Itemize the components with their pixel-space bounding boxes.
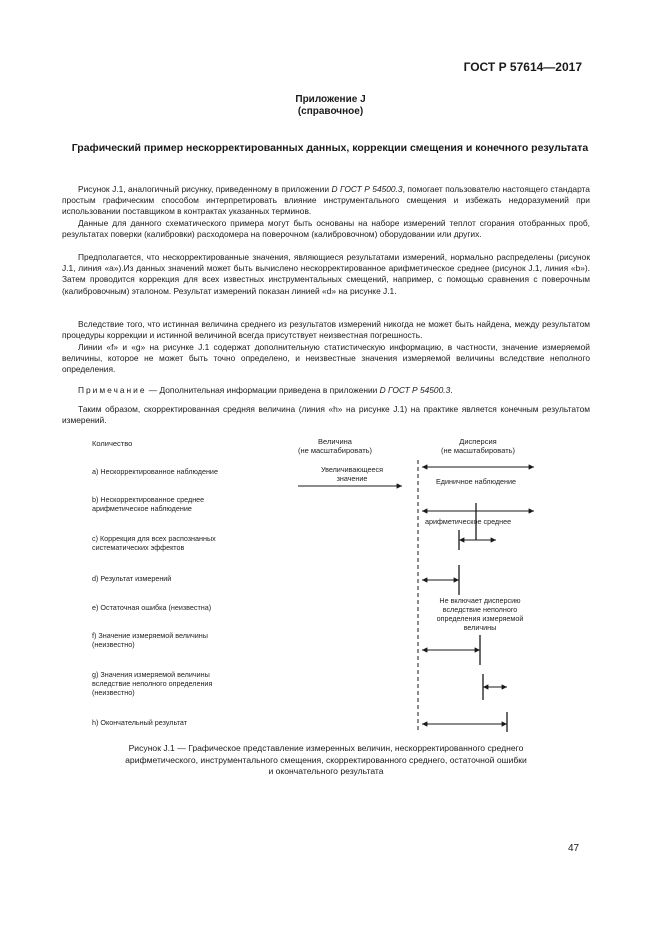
not-included-label-1: Не включает дисперсию [439, 596, 521, 605]
page-number: 47 [568, 843, 580, 854]
row-g-label-2: вследствие неполного определения [92, 679, 213, 688]
note-text-b: . [450, 385, 453, 395]
increasing-value-label-2: значение [336, 474, 368, 483]
note-reference: D ГОСТ Р 54500.3 [379, 385, 451, 395]
paragraph-1-reference: D ГОСТ Р 54500.3 [331, 184, 403, 194]
row-a-label: a) Нескорректированное наблюдение [92, 467, 218, 476]
section-title: Графический пример нескорректированных данных, коррекции смещения и конечного результата [71, 142, 589, 154]
row-g-label-3: (неизвестно) [92, 688, 135, 697]
paragraph-5-text: Линии «f» и «g» на рисунке J.1 содержат дополнительную статистическую информацию, в частности, значение измеряемой величины, которое не может быть точно определено, и неизвестные значения измеряемой величины вследствие неполного определения. [62, 342, 590, 375]
not-included-label-3: определения измеряемой [436, 614, 524, 623]
paragraph-2 [62, 218, 590, 240]
caption-line-3: и окончательного результата [268, 766, 384, 776]
document-header: ГОСТ Р 57614—2017 [463, 60, 582, 74]
col-dispersion-header-2: (не масштабировать) [440, 446, 516, 455]
row-c-label-1: c) Коррекция для всех распознанных [92, 534, 216, 543]
not-included-label-2: вследствие неполного [442, 605, 518, 614]
paragraph-3 [62, 252, 590, 297]
row-c-label-2: систематических эффектов [92, 543, 185, 552]
row-f-label-2: (неизвестно) [92, 640, 135, 649]
not-included-label-4: величины [463, 623, 497, 632]
row-e-label: e) Остаточная ошибка (неизвестна) [92, 603, 212, 612]
paragraph-6-text: Таким образом, скорректированная средняя величина (линия «h» на рисунке J.1) на практике является конечным результатом измерений. [62, 404, 590, 426]
paragraph-4-text: Вследствие того, что истинная величина среднего из результатов измерений никогда не может быть найдена, между результатом процедуры коррекции и истинной величиной всегда присутствует неизвестная погрешность. [62, 319, 590, 341]
paragraph-3-text: Предполагается, что нескорректированные значения, являющиеся результатами измерений, нормально распределены (рисунок J.1, линия «а»).Из данных значений может быть вычислено нескорректированное арифметическое среднее (рисунок J.1, линия «b»). Затем проводится коррекция для всех известных инструментальных смещений, например, с помощью сравнения с поверочным (калибровочным) эталоном. Результат измерений показан линией «d» на рисунке J.1. [62, 252, 590, 296]
row-b-label-2: арифметическое наблюдение [92, 504, 192, 513]
row-d-label: d) Результат измерений [92, 574, 172, 583]
col-value-header-2: (не масштабировать) [297, 446, 373, 455]
caption-line-2: арифметического, инструментального смещения, скорректированного среднего, остаточной ошибки [125, 754, 527, 765]
paragraph-1 [62, 184, 590, 218]
arithmetic-mean-label: арифметическое среднее [425, 517, 512, 526]
figure-caption [62, 743, 590, 778]
paragraph-2-text: Данные для данного схематического примера могут быть основаны на наборе измерений теплот сгорания отобранных проб, результатах поверки (калибровки) расходомера на поверочном (калибровочном) оборудовании или других. [62, 218, 590, 240]
caption-line-1: Рисунок J.1 — Графическое представление измеренных величин, нескорректированного среднего [128, 743, 524, 753]
row-b-label-1: b) Нескорректированное среднее [92, 495, 205, 504]
paragraph-6 [62, 404, 590, 426]
appendix-subtitle: (справочное) [297, 106, 364, 117]
paragraph-4 [62, 319, 590, 341]
col-dispersion-header-1: Дисперсия [459, 437, 497, 446]
row-h-label: h) Окончательный результат [92, 718, 188, 727]
appendix-title: Приложение J [295, 94, 366, 105]
row-f-label-1: f) Значение измеряемой величины [92, 631, 208, 640]
single-observation-label: Единичное наблюдение [435, 477, 517, 486]
col-quantity-header: Количество [92, 439, 133, 448]
paragraph-1-text-b: , помогает пользователю настоящего стандарта простым графическим способом интерпретировать влияние инструментального смещения и избежать недоразумений при использовании поставщиком в контрактах указанных терминов. [62, 184, 590, 217]
paragraph-5 [62, 342, 590, 376]
figure-diagram [0, 430, 661, 740]
note-paragraph [62, 385, 590, 396]
increasing-value-label-1: Увеличивающееся [320, 465, 384, 474]
note-label: Примечание [78, 385, 147, 395]
paragraph-1-text-a: Рисунок J.1, аналогичный рисунку, приведенному в приложении [78, 184, 332, 194]
note-text-a: — Дополнительная информации приведена в приложении [146, 385, 380, 395]
col-value-header-1: Величина [318, 437, 352, 446]
row-g-label-1: g) Значения измеряемой величины [92, 670, 210, 679]
